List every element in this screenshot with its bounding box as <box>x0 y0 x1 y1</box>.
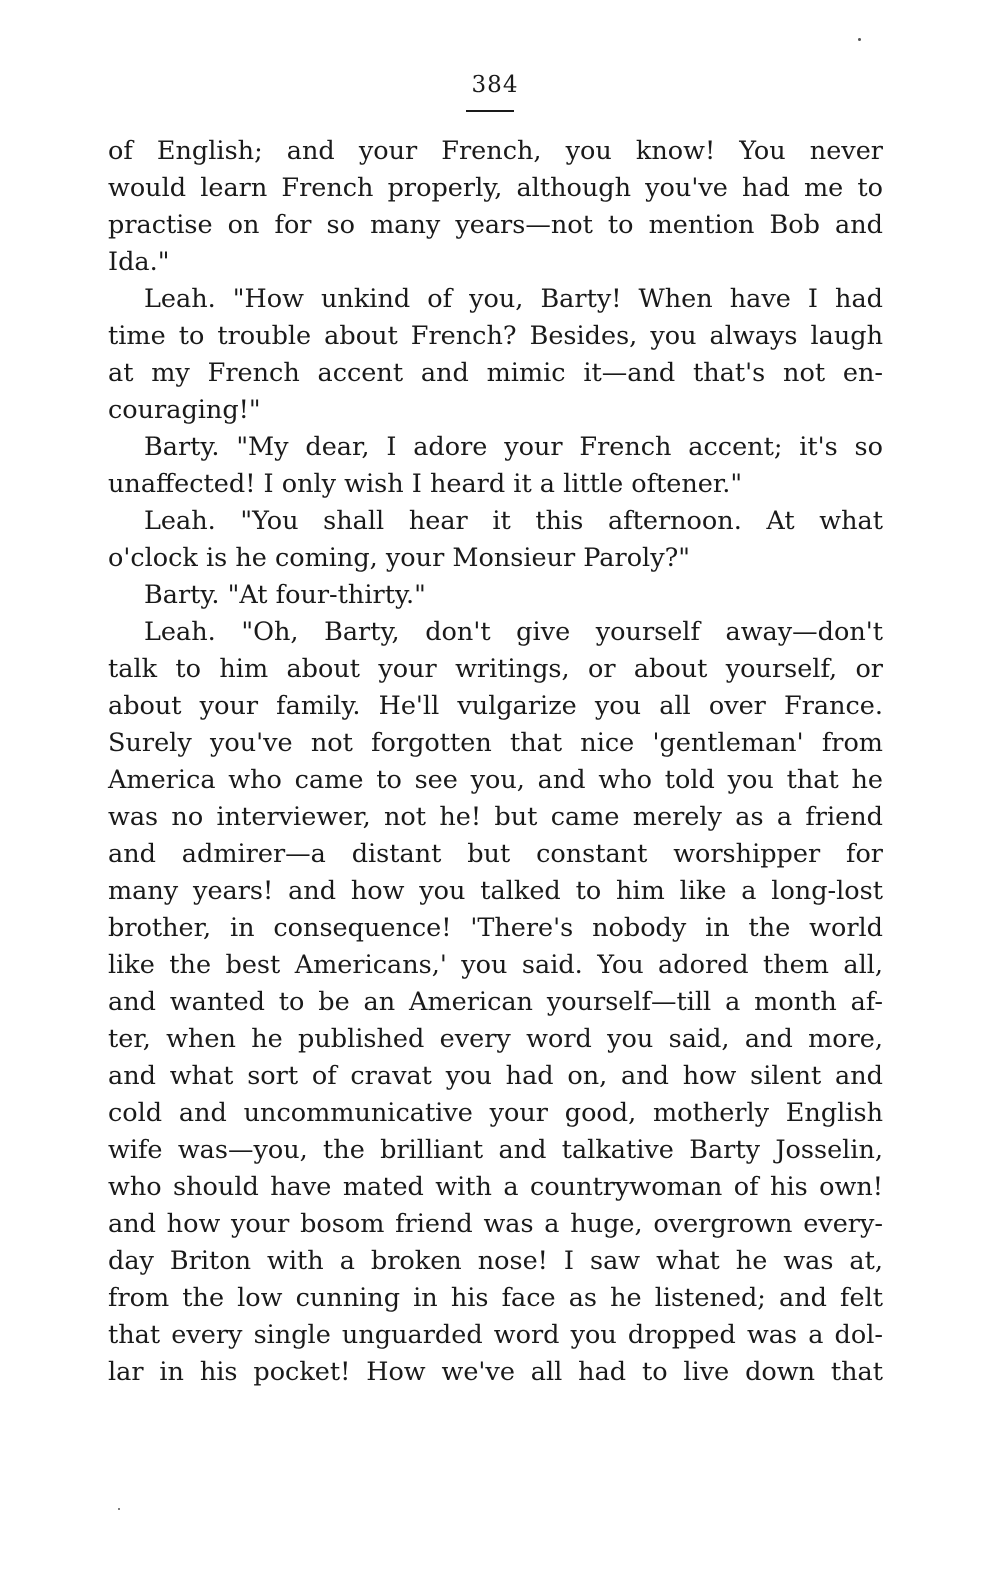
text-line: Leah. "How unkind of you, Barty! When have I had <box>144 284 883 314</box>
text-line: was no interviewer, not he! but came merely as a friend <box>108 802 883 832</box>
text-line: at my French accent and mimic it—and that's not en- <box>108 358 883 388</box>
text-line: and what sort of cravat you had on, and how silent and <box>108 1061 883 1091</box>
text-line: Barty. "My dear, I adore your French accent; it's so <box>144 432 883 462</box>
text-line: Barty. "At four-thirty." <box>144 580 426 610</box>
text-line: and wanted to be an American yourself—till a month af- <box>108 987 883 1017</box>
text-line: Leah. "You shall hear it this afternoon. At what <box>144 506 883 536</box>
text-line: unaffected! I only wish I heard it a little oftener." <box>108 469 743 499</box>
text-line: that every single unguarded word you dropped was a dol- <box>108 1320 883 1350</box>
text-line: couraging!" <box>108 395 261 425</box>
text-line: Ida." <box>108 247 170 277</box>
page-number-rule <box>466 110 514 112</box>
text-line: like the best Americans,' you said. You adored them all, <box>108 950 883 980</box>
text-line: practise on for so many years—not to mention Bob and <box>108 210 883 240</box>
text-line: brother, in consequence! 'There's nobody in the world <box>108 913 883 943</box>
paper-speck <box>858 38 861 41</box>
text-line: and admirer—a distant but constant worshipper for <box>108 839 883 869</box>
text-line: who should have mated with a countrywoman of his own! <box>108 1172 883 1202</box>
text-line: cold and uncommunicative your good, motherly English <box>108 1098 883 1128</box>
text-line: would learn French properly, although you've had me to <box>108 173 883 203</box>
page-number: 384 <box>471 72 519 98</box>
text-line: day Briton with a broken nose! I saw what he was at, <box>108 1246 883 1276</box>
text-line: and how your bosom friend was a huge, overgrown every- <box>108 1209 883 1239</box>
text-line: talk to him about your writings, or about yourself, or <box>108 654 883 684</box>
text-line: from the low cunning in his face as he listened; and felt <box>108 1283 883 1313</box>
text-line: lar in his pocket! How we've all had to live down that <box>108 1357 883 1387</box>
body-text <box>108 133 883 1391</box>
text-line: about your family. He'll vulgarize you all over France. <box>108 691 883 721</box>
text-line: of English; and your French, you know! You never <box>108 136 883 166</box>
text-line: o'clock is he coming, your Monsieur Paroly?" <box>108 543 691 573</box>
text-line: wife was—you, the brilliant and talkative Barty Josselin, <box>108 1135 883 1165</box>
text-line: Leah. "Oh, Barty, don't give yourself away—don't <box>144 617 883 647</box>
text-line: Surely you've not forgotten that nice 'gentleman' from <box>108 728 883 758</box>
text-line: ter, when he published every word you said, and more, <box>108 1024 883 1054</box>
text-line: time to trouble about French? Besides, you always laugh <box>108 321 883 351</box>
text-line: America who came to see you, and who told you that he <box>108 765 883 795</box>
paper-speck <box>118 1508 120 1510</box>
text-line: many years! and how you talked to him like a long-lost <box>108 876 883 906</box>
